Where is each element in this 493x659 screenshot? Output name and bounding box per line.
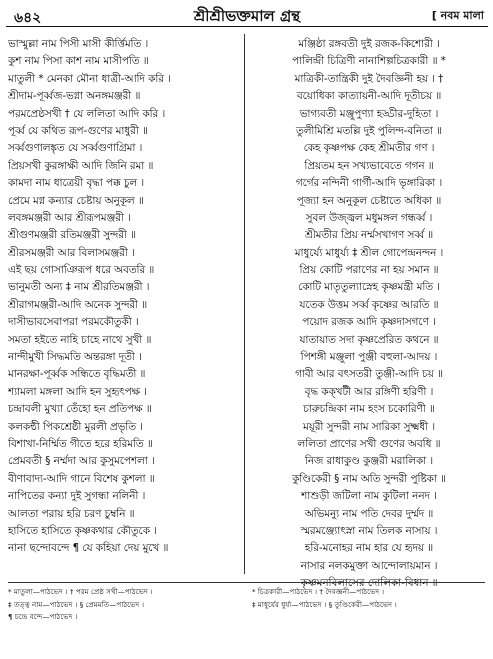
verse-line: পূজ্যা হন অনুকূল চেষ্টাতে অধিকা ॥ bbox=[296, 194, 442, 207]
verse-line: সমতা হইতে নাহি চাহে নাথে সুখী ॥ bbox=[8, 333, 152, 346]
verse-line: সুবল উজ্জ্বল মধুমঙ্গল গন্ধর্ব্ব । bbox=[305, 211, 433, 224]
verse-line: কুশ নাম পিসা কাশ নাম মাসীপতি ॥ bbox=[8, 55, 149, 68]
verse-line: পরমপ্রেষ্ঠসখী † যে ললিতা আদি করি । bbox=[8, 107, 166, 120]
verse-line: প্রিয় কোটি পরাণের না হয় সমান ॥ bbox=[299, 264, 439, 277]
verse-line: কামদা নাম ধাত্রেয়ী বৃদ্ধা পক্ক চুল । bbox=[8, 177, 145, 190]
verse-column-right bbox=[250, 36, 488, 593]
verse-line: পিশঙ্গী মঞ্জুলা পুঞ্জী বহুলা-আদয় । bbox=[300, 351, 438, 364]
verse-line: এই ছয় গোসাঞিরূপ ধরে অবতরি ॥ bbox=[8, 264, 155, 277]
verse-line: শ্রীরাগমঞ্জরী-আদি অনেক সুন্দরী ॥ bbox=[8, 298, 148, 311]
verse-line: ভাস্মুল্লা নাম পিসী মাসী কীর্ত্তিমতি । bbox=[8, 38, 149, 50]
verse-line: মাতুলী * মেনকা মৌনা ধাত্রী-আদি করি । bbox=[8, 72, 171, 85]
chapter-tag: [ নবম মালা bbox=[431, 9, 484, 22]
verse-line: সর্ব্বগুণালঙ্কৃত যে সর্ব্বগুণাগ্রিমা । bbox=[8, 142, 143, 155]
verse-line: শ্রীগুণমঞ্জরী রতিমঞ্জরী সুন্দরী ॥ bbox=[8, 229, 136, 242]
page-header bbox=[6, 4, 488, 28]
verse-line: ললিতা প্রাণের সখী গুণের অবধি ॥ bbox=[297, 437, 441, 450]
verse-line: কলকন্ঠী পিকশ্রেষ্ঠী মুরলী প্রভৃতি । bbox=[8, 420, 143, 433]
verse-line: নান্দীমুখী সিদ্ধমতি অন্তরঙ্গা দূতী । bbox=[8, 351, 142, 364]
verse-line: মানরক্ষা-পূর্ব্বক সন্ধিতে বৃদ্ধিমতী ॥ bbox=[8, 368, 146, 381]
verse-line: পালিন্দ্রী চিত্রিণী নানাশিল্পচিত্রকারী ॥ * bbox=[292, 55, 446, 68]
running-title: শ্রীশ্রীভক্তমাল গ্রন্থ bbox=[193, 7, 301, 25]
verse-line: লবঙ্গমঞ্জরী আর শ্রীরূপমঞ্জরী । bbox=[8, 211, 131, 224]
verse-column-left bbox=[8, 36, 246, 558]
verse-line: যাতায়াত সদা কৃষ্ণপ্রেরিত কথনে ॥ bbox=[299, 333, 439, 346]
verse-line: শ্যামলা মঙ্গলা আদি হন সুহৃৎপক্ষ । bbox=[8, 385, 147, 398]
column-divider bbox=[244, 34, 245, 574]
verse-line: নাসার নলকমুক্তা আন্দোলায়মান । bbox=[300, 559, 438, 572]
footnote-line: ‡ তত্ত্ব নাম—পাঠভেদ । § প্রেমমতি—পাঠভেদ । bbox=[8, 599, 145, 609]
verse-line: বৃদ্ধ কক্খটী আর রঙ্গিণী হরিণী । bbox=[304, 385, 434, 398]
verse-line: ভাগ্যবতী মঞ্জুপুণ্যা হড্ডীর-দুহিতা । bbox=[299, 107, 439, 120]
verse-line: গর্গের নন্দিনী গার্গী-আদি ভৃঙ্গারিকা । bbox=[295, 177, 443, 190]
footnote-line: * মাতুলা—পাঠভেদ । † পরম প্রেষ্ঠ সখী—পাঠভেদ । bbox=[8, 587, 153, 596]
footnote-line: ‡ মাধুর্যের ধুর্য্য—পাঠভেদ । § তুণ্ডিকেরী—পাঠভেদ । bbox=[252, 599, 397, 609]
verse-line: চন্দ্রাবলী মুখ্যা তেঁহো হন প্রতিপক্ষ ॥ bbox=[8, 403, 152, 416]
verse-line: শ্রীমতীর প্রিয় নর্ম্মসখাগণ সর্ব্ব ॥ bbox=[304, 229, 434, 242]
verse-line: পয়োদ রজক আদি কৃষ্ণদাসগণে । bbox=[302, 316, 436, 329]
verse-line: ভানুমতী অন্য ‡ নাম শ্রীরতিমঞ্জরী । bbox=[8, 281, 150, 294]
verse-line: মঞ্জিষ্ঠা রঙ্গবতী দুই রজক-কিশোরী । bbox=[298, 38, 440, 50]
verse-line: ময়ূরী সুন্দরী নাম সারিকা সুক্ষ্মধী । bbox=[302, 420, 435, 433]
verse-line: আলতা পরায় হরি চরণ চুম্বনি ॥ bbox=[8, 507, 135, 520]
page-number: ৬৪২ bbox=[14, 10, 42, 26]
verse-line: শাশুড়ী জটিলা নাম কুটিলা ননদ । bbox=[301, 490, 437, 503]
verse-line: তুলীমিশ্রি মতল্লি দুই পুলিন্দ-বনিতা ॥ bbox=[296, 124, 442, 137]
verse-line: প্রেমে মগ্ন কন্যার চেষ্টায় অনুকূল ॥ bbox=[8, 194, 144, 207]
verse-line: মাধুর্য্যে মাধুর্য্য ‡ শ্রীল গোপেন্দ্রনন্দন । bbox=[294, 246, 444, 259]
verse-line: হাসিতে হাসিতে কৃষ্ণকথার কৌতুকে । bbox=[8, 524, 157, 537]
verse-line: কৃষ্ণমনবিলাসের দোলিকা-বিধান ॥ bbox=[300, 577, 438, 590]
verse-line: বীণাবাদ্য-আদি গানে বিশেষ কুশলা ॥ bbox=[8, 472, 155, 485]
verse-line: নানা ছন্দোবন্দে ¶ যে কহিয়া দেয় মুখে ॥ bbox=[8, 542, 169, 555]
footnotes-right bbox=[252, 586, 488, 611]
verse-line: নিজ রাধাকুণ্ড কুঞ্জরী মরালিকা । bbox=[304, 455, 434, 468]
footnote-rule bbox=[8, 582, 485, 583]
verse-line: দাসীভাবসেবাপরা পরমকৌতুকী । bbox=[8, 316, 139, 329]
verse-line: কুণ্ডিকেরী § নাম অতি সুন্দরী পুষ্টিকা ॥ bbox=[292, 472, 446, 485]
footnotes-left bbox=[8, 586, 244, 624]
verse-line: প্রিয়তম হন সখ্যভাবেতে গগন ॥ bbox=[304, 159, 434, 172]
verse-line: হরি-মনোহর নাম হার যে হৃদয় ॥ bbox=[304, 542, 434, 555]
verse-line: প্রেমবতী § নর্ম্মদা আর কুসুমপেশলা । bbox=[8, 455, 155, 468]
verse-line: মাত্রিকী-তান্ত্রিকী দুই দৈবজ্ঞিনী হয় । † bbox=[294, 72, 444, 85]
verse-line: শ্রীরসমঞ্জরী আর বিলাসমঞ্জরী । bbox=[8, 246, 135, 259]
verse-line: বয়োধিকা কাত্যায়নী-আদি দূতীচয় ॥ bbox=[296, 90, 442, 103]
verse-line: বিশাখা-নির্ম্মিত গীতে হরে হরিমতি ॥ bbox=[8, 437, 153, 450]
verse-line: স্মরমঞ্জ্যোৎস্না নাম তিলক নাসায় । bbox=[300, 524, 438, 537]
verse-line: চারুচন্দ্রিকা নাম হংস চকোরিণী ॥ bbox=[303, 403, 435, 416]
verse-line: গাবী আর বৎসতরী তুঞ্জী-আদি চয় ॥ bbox=[295, 368, 443, 381]
verse-line: শ্রীদাম-পূর্ব্বজ-ভগ্না অনঙ্গমঞ্জরী ॥ bbox=[8, 90, 141, 103]
verse-line: পূর্ব্ব যে কথিত রূপ-গুণের মাধুরী ॥ bbox=[8, 124, 148, 137]
verse-line: প্রিয়সখী কুরঙ্গাক্ষী আদি জিনি রমা ॥ bbox=[8, 159, 154, 172]
footnote-line: * চিত্রকারী—পাঠভেদ । † দৈবজ্ঞনী—পাঠভেদ । bbox=[252, 587, 385, 596]
verse-line: কেহ কৃষ্ণপক্ষ কেহ শ্রীমতীর গণ । bbox=[303, 142, 435, 155]
verse-line: যতেক উত্তম সর্ব্ব কৃষ্ণের আরতি ॥ bbox=[299, 298, 439, 311]
verse-line: কোটি মাতৃতুল্যাস্নেহ কৃষ্ণমন্ত্রী মতি । bbox=[298, 281, 440, 294]
footnote-line: ¶ চন্দ্রে বন্দে—পাঠভেদ । bbox=[8, 612, 78, 621]
verse-line: নাপিতের কন্যা দুই সুগন্ধা নলিনী । bbox=[8, 490, 146, 503]
header-rule bbox=[6, 26, 488, 27]
verse-line: অভিমন্যু নাম পতি দেবর দুর্ম্মদ ॥ bbox=[304, 507, 434, 520]
